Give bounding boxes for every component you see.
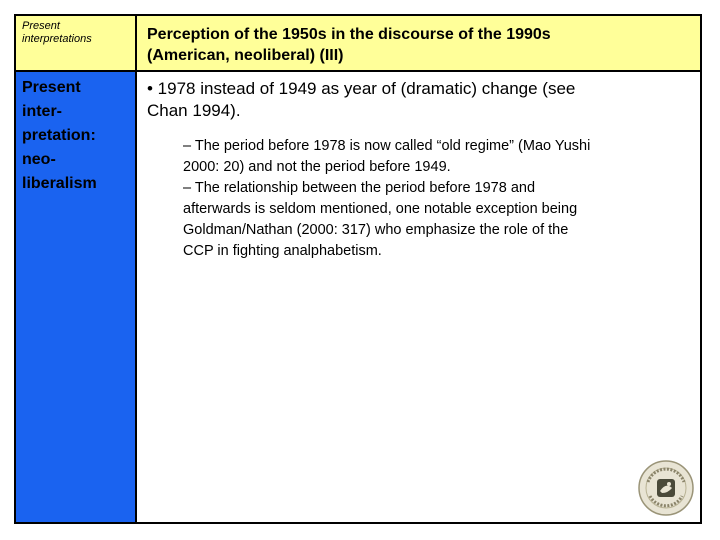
sidebar-label-line: inter-: [22, 103, 62, 120]
sub-bullet-line: CCP in fighting analphabetism.: [183, 243, 382, 259]
sub-bullet-item: [183, 178, 692, 262]
sidebar-label-line: pretation:: [22, 127, 96, 144]
slide-title-line: (American, neoliberal) (III): [147, 47, 344, 64]
sidebar-label-line: Present: [22, 79, 81, 96]
sub-bullet-list: [183, 136, 692, 262]
header-label-cell: [16, 16, 137, 72]
sub-bullet-line: Goldman/Nathan (2000: 317) who emphasize the role of the: [183, 222, 569, 238]
slide-title-line: Perception of the 1950s in the discourse of the 1990s: [147, 26, 551, 43]
sub-bullet-line: afterwards is seldom mentioned, one notable exception being: [183, 201, 578, 217]
header-label-line: Present: [22, 20, 60, 32]
main-bullet-line: Chan 1994).: [147, 101, 241, 120]
content-cell: [137, 72, 700, 522]
sidebar-label-line: liberalism: [22, 175, 97, 192]
sub-bullet-item: [183, 136, 692, 178]
sub-bullet-line: – The period before 1978 is now called “old regime” (Mao Yushi: [183, 138, 591, 154]
university-seal-icon: [638, 460, 694, 516]
slide-title-cell: [137, 16, 700, 72]
sub-bullet-line: 2000: 20) and not the period before 1949.: [183, 159, 451, 175]
header-label-line: interpretations: [22, 33, 92, 45]
main-bullet: [147, 78, 692, 122]
sidebar-label-cell: [16, 72, 137, 522]
main-bullet-line: • 1978 instead of 1949 as year of (dramatic) change (see: [147, 79, 576, 98]
sub-bullet-line: – The relationship between the period before 1978 and: [183, 180, 536, 196]
sidebar-label-line: neo-: [22, 151, 56, 168]
slide-frame: [14, 14, 702, 524]
